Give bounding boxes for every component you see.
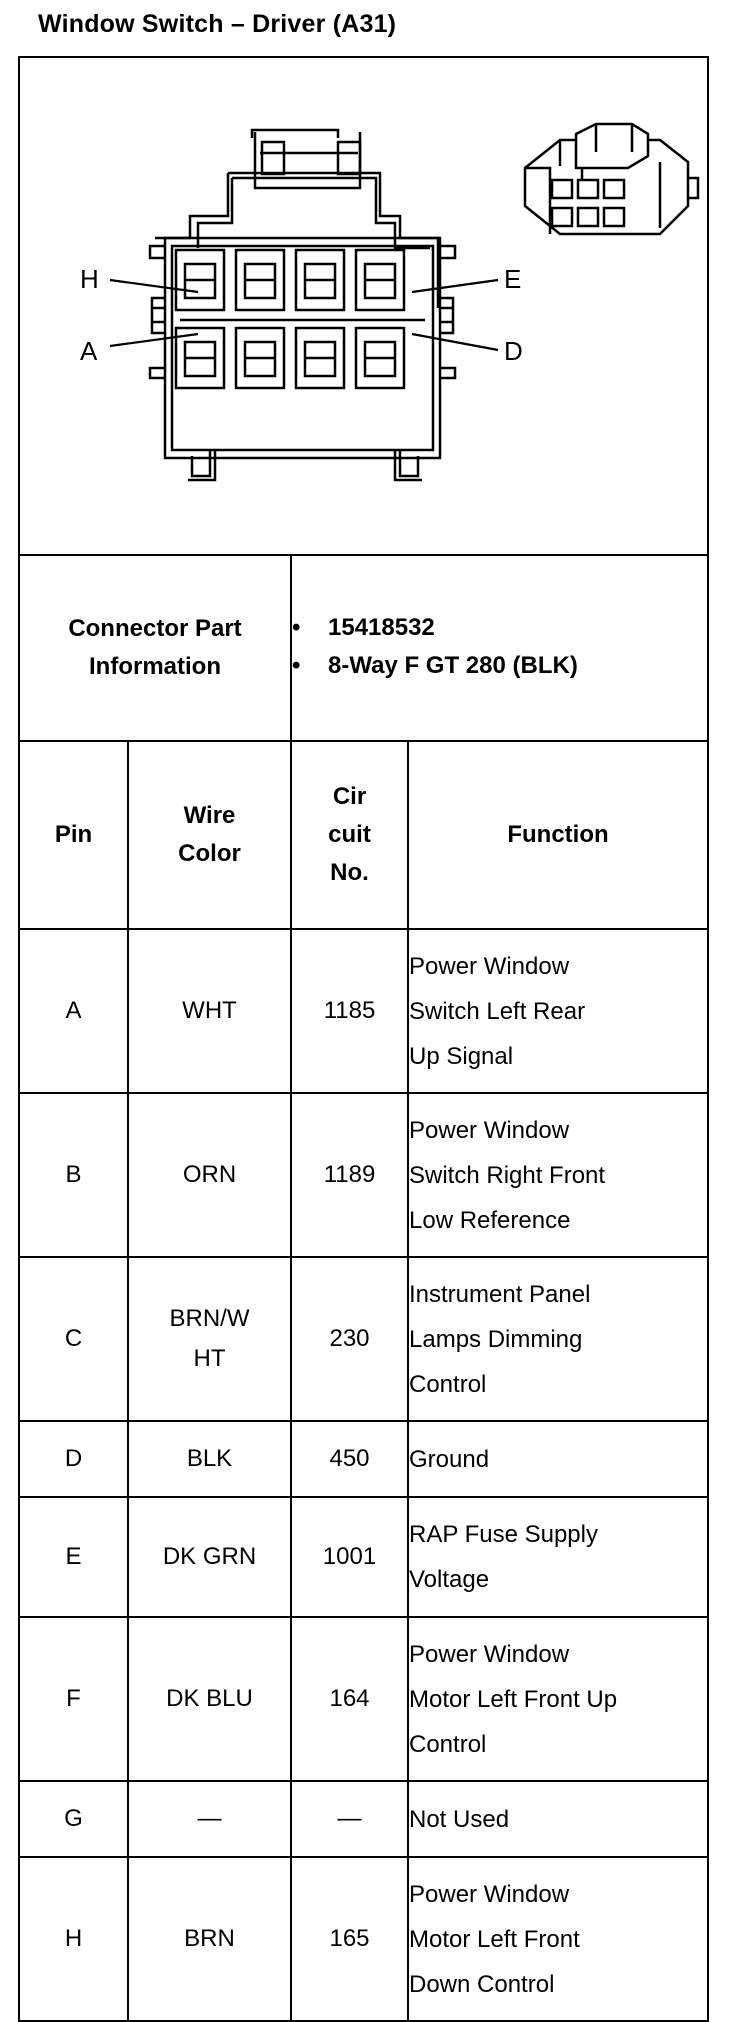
wire-color-line: BRN bbox=[184, 1925, 235, 1952]
circuit-cell: 230 bbox=[291, 1257, 408, 1421]
wire-color-cell bbox=[128, 1781, 291, 1857]
wire-color-line: — bbox=[197, 1805, 222, 1832]
pin-label-d: D bbox=[504, 336, 523, 366]
function-line: Up Signal bbox=[409, 1042, 514, 1070]
table-row bbox=[19, 1421, 708, 1497]
table-row bbox=[19, 1093, 708, 1257]
function-cell bbox=[408, 1781, 708, 1857]
function-line: Power Window bbox=[409, 1116, 570, 1144]
wire-color-cell bbox=[128, 1257, 291, 1421]
bullet-icon: • bbox=[292, 614, 301, 641]
pin-cell: D bbox=[19, 1421, 128, 1497]
circuit-cell: 1001 bbox=[291, 1497, 408, 1617]
function-cell bbox=[408, 1617, 708, 1781]
pin-cell: E bbox=[19, 1497, 128, 1617]
function-line: Ground bbox=[409, 1445, 490, 1473]
pin-cell: C bbox=[19, 1257, 128, 1421]
wire-color-line: ORN bbox=[182, 1161, 237, 1188]
header-circuit: Cir cuit No. bbox=[291, 741, 408, 929]
function-line: Down Control bbox=[409, 1970, 555, 1998]
function-line: Motor Left Front Up bbox=[409, 1685, 618, 1713]
circuit-cell: 450 bbox=[291, 1421, 408, 1497]
function-line: Voltage bbox=[409, 1566, 490, 1593]
function-line: Low Reference bbox=[409, 1206, 571, 1234]
function-cell bbox=[408, 1093, 708, 1257]
pin-label-h: H bbox=[80, 264, 99, 294]
pin-cell: B bbox=[19, 1093, 128, 1257]
function-line: Instrument Panel bbox=[409, 1280, 591, 1308]
bullet-icon: • bbox=[292, 652, 301, 679]
pin-rows bbox=[19, 929, 708, 2021]
circuit-cell: 164 bbox=[291, 1617, 408, 1781]
function-line: Lamps Dimming bbox=[409, 1325, 583, 1353]
circuit-cell: 1189 bbox=[291, 1093, 408, 1257]
connector-table bbox=[18, 56, 709, 2022]
part-info-item: • 15418532 bbox=[292, 610, 707, 648]
table-row bbox=[19, 1617, 708, 1781]
header-pin: Pin bbox=[19, 741, 128, 929]
wire-color-line: DK BLU bbox=[166, 1685, 253, 1712]
function-line: Motor Left Front bbox=[409, 1925, 580, 1953]
function-line: Not Used bbox=[409, 1805, 510, 1833]
function-line: Power Window bbox=[409, 1640, 570, 1668]
function-line: Switch Right Front bbox=[409, 1161, 606, 1189]
connector-part-label-line: Information bbox=[89, 653, 221, 680]
connector-diagram bbox=[20, 58, 709, 554]
header-function: Function bbox=[408, 741, 708, 929]
function-line: Switch Left Rear bbox=[409, 997, 586, 1025]
connector-diagram-cell bbox=[19, 57, 708, 555]
part-info-item: • 8-Way F GT 280 (BLK) bbox=[292, 648, 707, 686]
function-line: Control bbox=[409, 1730, 487, 1758]
wire-color-cell bbox=[128, 1093, 291, 1257]
wire-color-line: WHT bbox=[182, 997, 237, 1024]
connector-3d-icon bbox=[525, 124, 698, 234]
pin-label-e: E bbox=[504, 264, 522, 294]
connector-part-label bbox=[19, 555, 291, 741]
wire-color-cell bbox=[128, 929, 291, 1093]
circuit-cell: 165 bbox=[291, 1857, 408, 2021]
function-line: RAP Fuse Supply bbox=[409, 1521, 598, 1548]
table-row bbox=[19, 1781, 708, 1857]
function-cell bbox=[408, 1421, 708, 1497]
wire-color-cell bbox=[128, 1421, 291, 1497]
connector-part-label-line: Connector Part bbox=[68, 615, 242, 642]
circuit-cell: — bbox=[291, 1781, 408, 1857]
pin-cell: G bbox=[19, 1781, 128, 1857]
circuit-cell: 1185 bbox=[291, 929, 408, 1093]
pin-cell: A bbox=[19, 929, 128, 1093]
table-row bbox=[19, 1497, 708, 1617]
table-row bbox=[19, 1857, 708, 2021]
function-cell bbox=[408, 1857, 708, 2021]
wire-color-line: DK GRN bbox=[162, 1543, 257, 1570]
pin-cell: H bbox=[19, 1857, 128, 2021]
wire-color-cell bbox=[128, 1497, 291, 1617]
function-cell bbox=[408, 1497, 708, 1617]
wire-color-line: BLK bbox=[186, 1445, 233, 1472]
function-line: Control bbox=[409, 1370, 487, 1398]
connector-part-info bbox=[291, 555, 708, 741]
wire-color-cell bbox=[128, 1857, 291, 2021]
header-wire-color: Wire Color bbox=[128, 741, 291, 929]
wire-color-line: HT bbox=[193, 1345, 226, 1372]
function-line: Power Window bbox=[409, 1880, 570, 1908]
pin-label-a: A bbox=[80, 336, 98, 366]
function-cell bbox=[408, 929, 708, 1093]
wire-color-cell bbox=[128, 1617, 291, 1781]
table-row bbox=[19, 929, 708, 1093]
function-line: Power Window bbox=[409, 952, 570, 980]
function-cell bbox=[408, 1257, 708, 1421]
page-title: Window Switch – Driver (A31) bbox=[38, 10, 397, 38]
wire-color-line: BRN/W bbox=[169, 1305, 250, 1332]
pin-cell: F bbox=[19, 1617, 128, 1781]
table-row bbox=[19, 1257, 708, 1421]
